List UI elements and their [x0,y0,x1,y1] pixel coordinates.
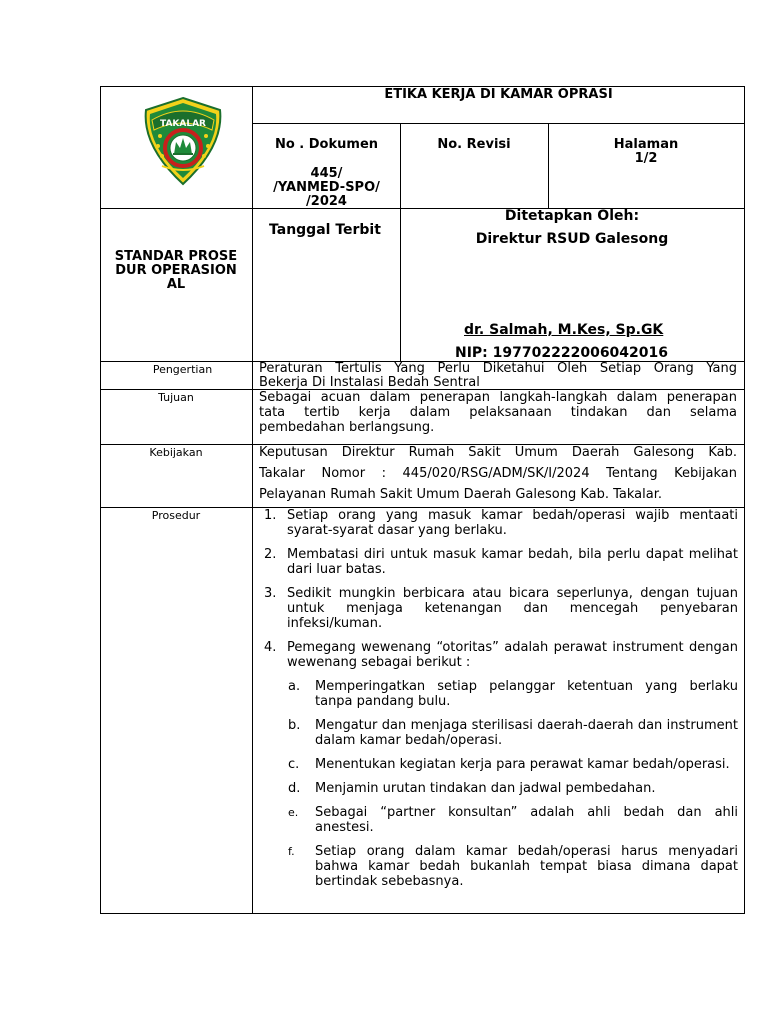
revision-label: No. Revisi [437,137,511,152]
approver-name: dr. Salmah, M.Kes, Sp.GK [464,322,664,338]
procedure-item-text: Pemegang wewenang “otoritas” adalah perawat instrument dengan wewenang sebagai berikut : [287,640,738,670]
kebijakan-line-3: Pelayanan Rumah Sakit Umum Daerah Galesong Kab. Takalar. [259,487,662,502]
procedure-subitem-letter: f. [288,845,295,858]
approver-nip: NIP: 197702222006042016 [455,345,669,361]
procedure-subitem-letter: c. [288,757,300,772]
procedure-item [258,508,738,538]
tujuan-line-1: Sebagai acuan dalam penerapan langkah-langkah dalam penerapan [259,390,737,405]
procedure-subitem [287,679,738,709]
procedure-subitem [287,781,738,796]
document-title: ETIKA KERJA DI KAMAR OPRASI [384,87,613,102]
table-border-left [100,86,101,914]
table-border-right [744,86,745,914]
procedure-item-text: Sedikit mungkin berbicara atau bicara seperlunya, dengan tujuan untuk menjaga ketenangan dan mencegah penyebaran infeksi/kuman. [287,586,738,631]
procedure-item [258,547,738,577]
doc-number-line-1: 445/ [310,166,343,181]
pengertian-label: Pengertian [152,363,213,376]
procedure-subitem-letter: a. [288,679,301,694]
kebijakan-line-1: Keputusan Direktur Rumah Sakit Umum Daerah Galesong Kab. [259,445,737,460]
page-value: 1/2 [634,151,658,166]
procedure-subitem-letter: e. [288,806,299,819]
procedure-item-number: 1. [264,508,277,523]
doc-number-line-2: /YANMED-SPO/ [273,180,380,195]
procedure-item-number: 4. [264,640,277,655]
prosedur-label: Prosedur [151,509,201,522]
sop-label-line-3: AL [166,277,186,292]
kebijakan-line-2: Takalar Nomor : 445/020/RSG/ADM/SK/I/2024 Tentang Kebijakan [259,466,737,481]
procedure-item-text: Setiap orang yang masuk kamar bedah/operasi wajib mentaati syarat-syarat dasar yang berlaku. [287,508,738,538]
procedure-subitem-text: Sebagai “partner konsultan” adalah ahli bedah dan ahli anestesi. [315,805,738,835]
logo-text: TAKALAR [160,119,206,129]
approved-by-label: Ditetapkan Oleh: [504,208,640,224]
procedure-item-number: 2. [264,547,277,562]
procedure-item-number: 3. [264,586,277,601]
sop-label-line-2: DUR OPERASION [115,263,237,278]
procedure-subitem-text: Setiap orang dalam kamar bedah/operasi harus menyadari bahwa kamar bedah bukanlah tempat biasa dimana dapat bertindak sebebasnya. [315,844,738,889]
procedure-subitem [287,757,738,772]
page-label: Halaman [613,137,679,152]
tujuan-line-2: tata tertib kerja dalam pelaksanaan tindakan dan selama [259,405,737,420]
table-line-col3 [548,123,549,209]
sop-label-line-1: STANDAR PROSE [114,249,238,264]
kebijakan-label: Kebijakan [149,446,203,459]
procedure-subitem-letter: b. [288,718,301,733]
table-border-bottom [100,913,745,914]
procedure-list [258,508,738,898]
pengertian-line-1: Peraturan Tertulis Yang Perlu Diketahui Oleh Setiap Orang Yang [259,361,737,376]
doc-number-line-3: /2024 [306,194,347,209]
doc-number-label: No . Dokumen [274,137,379,152]
issued-date-label: Tanggal Terbit [269,222,381,238]
procedure-item [258,640,738,889]
table-line-title-bottom [252,123,745,124]
approver-title: Direktur RSUD Galesong [475,231,669,247]
procedure-subitem-text: Menjamin urutan tindakan dan jadwal pembedahan. [315,781,656,796]
tujuan-line-3: pembedahan berlangsung. [259,420,435,435]
procedure-subitem [287,718,738,748]
tujuan-label: Tujuan [158,391,194,404]
procedure-subitem-text: Menentukan kegiatan kerja para perawat kamar bedah/operasi. [315,757,730,772]
procedure-item [258,586,738,631]
procedure-sublist [287,679,738,889]
procedure-subitem [287,805,738,835]
procedure-subitem [287,844,738,889]
procedure-subitem-text: Mengatur dan menjaga sterilisasi daerah-daerah dan instrument dalam kamar bedah/operasi. [315,718,738,748]
procedure-item-text: Membatasi diri untuk masuk kamar bedah, bila perlu dapat melihat dari luar batas. [287,547,738,577]
procedure-subitem-letter: d. [288,781,301,796]
pengertian-line-2: Bekerja Di Instalasi Bedah Sentral [259,375,480,390]
takalar-logo [140,96,226,186]
procedure-subitem-text: Memperingatkan setiap pelanggar ketentuan yang berlaku tanpa pandang bulu. [315,679,738,709]
table-line-label-col [252,86,253,914]
